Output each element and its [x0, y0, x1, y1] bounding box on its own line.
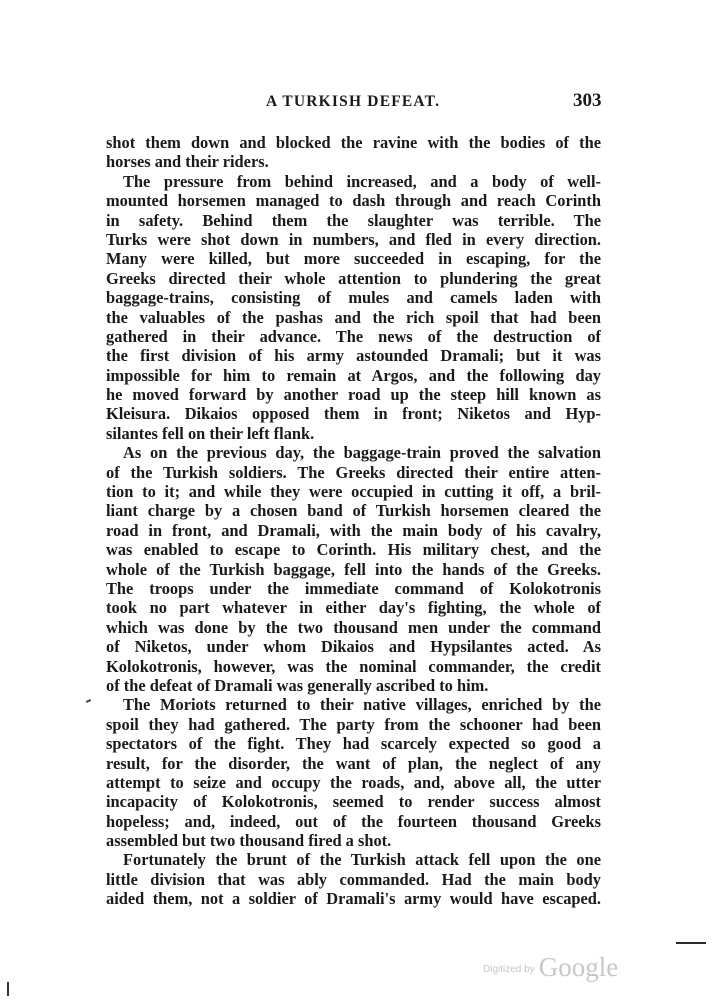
- page-header: [0, 90, 718, 117]
- corner-mark: [7, 982, 9, 996]
- text-line: attempt to seize and occupy the roads, and, above all, the utter: [106, 772, 601, 792]
- text-line: Kolokotronis, however, was the nominal commander, the credit: [106, 656, 601, 676]
- text-line: of the defeat of Dramali was generally ascribed to him.: [106, 675, 489, 695]
- body-text: [106, 133, 601, 909]
- watermark-prefix: Digitized by: [483, 964, 535, 975]
- text-line: the first division of his army astounded Dramali; but it was: [106, 346, 601, 366]
- margin-dash: [676, 942, 706, 944]
- text-line: Many were killed, but more succeeded in escaping, for the: [106, 249, 601, 269]
- text-line: impossible for him to remain at Argos, and the following day: [106, 365, 601, 385]
- running-title: A TURKISH DEFEAT.: [266, 93, 441, 110]
- text-line: which was done by the two thousand men under the command: [106, 617, 601, 637]
- text-line: The pressure from behind increased, and a body of well-: [123, 171, 601, 191]
- text-line: aided them, not a soldier of Dramali's army would have escaped.: [106, 889, 601, 909]
- text-line: Kleisura. Dikaios opposed them in front; Niketos and Hyp-: [106, 404, 601, 424]
- watermark-brand: Google: [538, 952, 619, 982]
- page-number: 303: [573, 90, 602, 111]
- text-line: mounted horsemen managed to dash through and reach Corinth: [106, 191, 601, 211]
- digitized-watermark: [483, 952, 618, 983]
- text-line: little division that was ably commanded. Had the main body: [106, 869, 601, 889]
- text-line: The Moriots returned to their native villages, enriched by the: [123, 695, 601, 715]
- text-line: spoil they had gathered. The party from the schooner had been: [106, 714, 601, 734]
- text-line: Turks were shot down in numbers, and fled in every direction.: [106, 229, 601, 249]
- text-line: gathered in their advance. The news of the destruction of: [106, 326, 601, 346]
- text-line: hopeless; and, indeed, out of the fourteen thousand Greeks: [106, 811, 601, 831]
- text-line: result, for the disorder, the want of plan, the neglect of any: [106, 753, 601, 773]
- text-line: was enabled to escape to Corinth. His military chest, and the: [106, 540, 601, 560]
- text-line: whole of the Turkish baggage, fell into the hands of the Greeks.: [106, 559, 601, 579]
- text-line: Greeks directed their whole attention to plundering the great: [106, 268, 601, 288]
- text-line: assembled but two thousand fired a shot.: [106, 831, 392, 851]
- text-line: As on the previous day, the baggage-train proved the salvation: [123, 443, 601, 463]
- text-line: of the Turkish soldiers. The Greeks directed their entire atten-: [106, 462, 601, 482]
- text-line: spectators of the fight. They had scarcely expected so good a: [106, 734, 601, 754]
- text-line: Fortunately the brunt of the Turkish attack fell upon the one: [123, 850, 601, 870]
- text-line: the valuables of the pashas and the rich spoil that had been: [106, 307, 601, 327]
- text-line: shot them down and blocked the ravine with the bodies of the: [106, 133, 601, 152]
- text-line: of Niketos, under whom Dikaios and Hypsilantes acted. As: [106, 637, 601, 657]
- text-line: took no part whatever in either day's fighting, the whole of: [106, 598, 601, 618]
- text-line: silantes fell on their left flank.: [106, 423, 315, 443]
- text-line: tion to it; and while they were occupied in cutting it off, a bril-: [106, 482, 601, 502]
- text-line: incapacity of Kolokotronis, seemed to render success almost: [106, 792, 601, 812]
- text-line: baggage-trains, consisting of mules and camels laden with: [106, 288, 601, 308]
- text-line: The troops under the immediate command of Kolokotronis: [106, 578, 601, 598]
- text-line: liant charge by a chosen band of Turkish horsemen cleared the: [106, 501, 601, 521]
- text-line: road in front, and Dramali, with the main body of his cavalry,: [106, 520, 601, 540]
- margin-mark: [86, 699, 91, 703]
- text-line: in safety. Behind them the slaughter was terrible. The: [106, 210, 601, 230]
- text-line: horses and their riders.: [106, 152, 269, 172]
- text-line: he moved forward by another road up the steep hill known as: [106, 385, 601, 405]
